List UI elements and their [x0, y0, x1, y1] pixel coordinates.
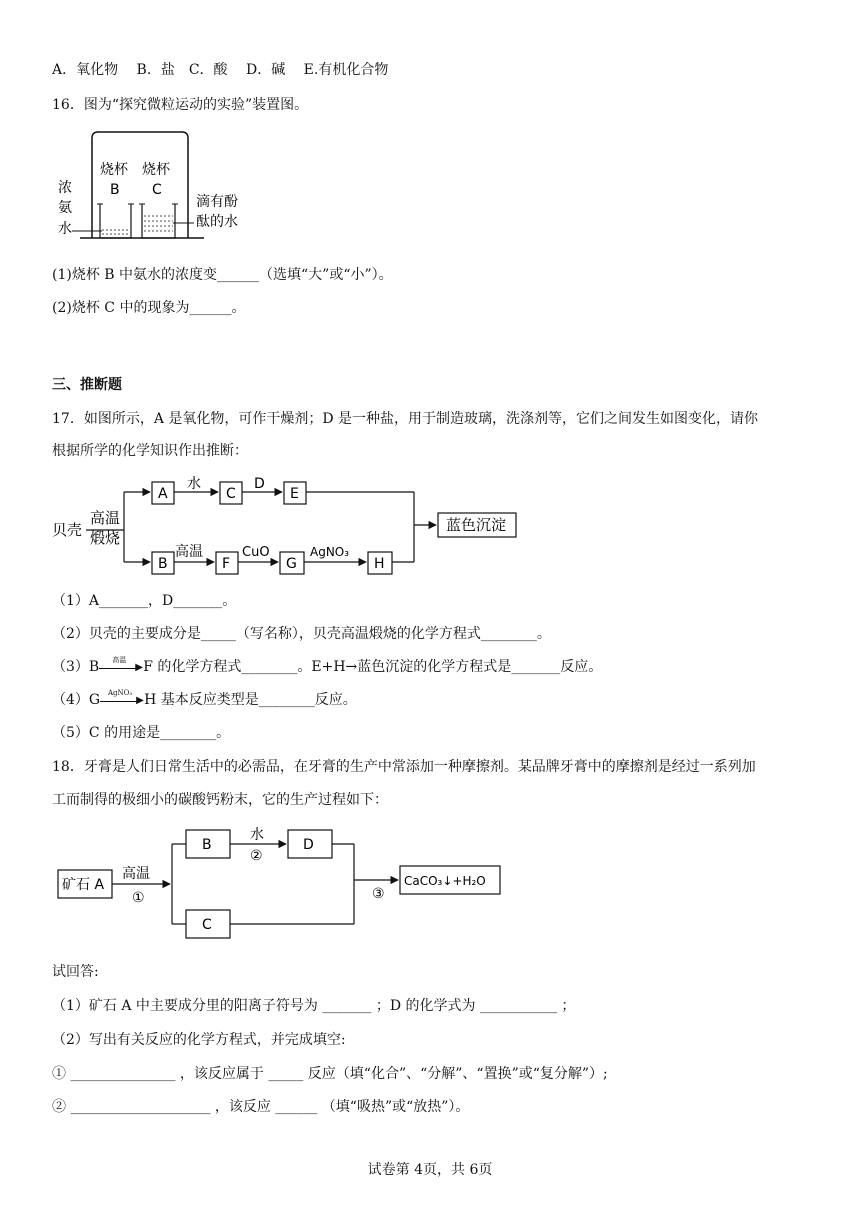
q17-sub5: （5）C 的用途是________。 [52, 725, 231, 741]
q17-sub2: （2）贝壳的主要成分是_____（写名称），贝壳高温煅烧的化学方程式________。 [52, 626, 551, 642]
q18-stem-line2: 工而制得的极细小的碳酸钙粉末，它的生产过程如下： [52, 792, 388, 808]
q17-start: 贝壳 [52, 521, 83, 539]
q18-answer-intro: 试回答: [52, 964, 99, 980]
label-phenol-2: 酞的水 [196, 214, 238, 230]
q18-d: D [303, 837, 314, 853]
q18-step3: ③ [372, 886, 385, 902]
q17-result: 蓝色沉淀 [446, 516, 507, 534]
q18-sub1: （1）矿石 A 中主要成分里的阳离子符号为 _______ ；D 的化学式为 ___________ ； [52, 998, 576, 1014]
q17-agno3: AgNO₃ [310, 545, 350, 559]
q17-sub4-post: H 基本反应类型是________反应。 [144, 692, 357, 708]
q18-sub2: （2）写出有关反应的化学方程式，并完成填空: [52, 1032, 346, 1048]
q16-diagram [54, 130, 254, 246]
bell-jar [92, 132, 188, 238]
q18-b: B [202, 837, 212, 853]
reaction-arrow: AgNO₃ ▶ [100, 692, 144, 708]
q17-cuo: CuO [242, 545, 270, 560]
reaction-arrow: 高温 ▶ [99, 659, 143, 675]
label-an: 氨 [58, 200, 72, 216]
q18-step1: ① [132, 890, 145, 906]
q17-c: C [226, 486, 236, 502]
q17-sub3-pre: （3）B [52, 659, 100, 675]
beaker-c-title: 烧杯 [142, 162, 170, 178]
q18-sub2-1: ① _______________ ，该反应属于 _____ 反应（填“化合”、“分解”、“置换”或“复分解”）; [52, 1066, 608, 1082]
q18-water: 水 [250, 827, 264, 843]
q18-stem-line1: 18．牙膏是人们日常生活中的必需品，在牙膏的生产中常添加一种摩擦剂。某品牌牙膏中的摩擦剂是经过一系列加 [52, 759, 756, 775]
section-3-title: 三、推断题 [52, 377, 122, 393]
q17-d: D [254, 476, 265, 492]
beaker-c [142, 204, 175, 238]
q17-sub3 [52, 658, 602, 676]
q18-diagram [54, 824, 514, 948]
label-phenol-1: 滴有酚 [196, 194, 238, 210]
q17-b: B [158, 556, 168, 572]
q17-hightemp: 高温 [175, 544, 203, 560]
page-footer: 试卷第 4页，共 6页 [367, 1162, 493, 1178]
q17-sub1: （1）A_______，D_______。 [52, 593, 237, 609]
q17-f: F [222, 556, 231, 572]
q17-a: A [158, 486, 168, 502]
beaker-b [100, 204, 131, 238]
q17-water: 水 [187, 476, 201, 492]
q17-sub4 [52, 691, 357, 709]
arrow-condition: AgNO₃ [107, 689, 133, 697]
q16-sub2: (2)烧杯 C 中的现象为______。 [52, 300, 246, 316]
q16-sub1: (1)烧杯 B 中氨水的浓度变______（选填“大”或“小”）。 [52, 267, 393, 283]
q17-g: G [286, 556, 297, 572]
q18-ore: 矿石 A [62, 877, 105, 893]
q17-stem-line1: 17．如图所示，A 是氧化物，可作干燥剂；D 是一种盐，用于制造玻璃，洗涤剂等，它们之间发生如图变化，请你 [52, 411, 759, 427]
q17-e: E [290, 486, 299, 502]
q15-options: A．氧化物 B．盐 C．酸 D．碱 E.有机化合物 [52, 62, 389, 78]
q17-h: H [374, 556, 385, 572]
q18-product: CaCO₃↓+H₂O [404, 874, 486, 888]
q17-cond1: 高温 [90, 509, 121, 527]
q18-sub2-2: ② ____________________ ，该反应 ______ （填“吸热”或“放热”）。 [52, 1099, 470, 1115]
q17-sub3-post: F 的化学方程式________。E+H→蓝色沉淀的化学方程式是_______反应。 [143, 659, 603, 675]
beaker-c-letter: C [152, 182, 162, 198]
q18-hightemp: 高温 [122, 866, 150, 882]
q18-c: C [202, 917, 212, 933]
beaker-b-title: 烧杯 [100, 162, 128, 178]
q17-sub4-pre: （4）G [52, 692, 101, 708]
q17-cond2: 煅烧 [90, 529, 121, 547]
beaker-b-letter: B [110, 182, 120, 198]
label-nong: 浓 [58, 180, 72, 196]
q18-step2: ② [250, 848, 263, 864]
q17-stem-line2: 根据所学的化学知识作出推断： [52, 443, 248, 459]
q17-diagram [50, 472, 530, 582]
label-shui: 水 [58, 221, 72, 237]
arrow-condition: 高温 [112, 656, 127, 664]
q16-stem: 16．图为“探究微粒运动的实验”装置图。 [52, 97, 309, 113]
